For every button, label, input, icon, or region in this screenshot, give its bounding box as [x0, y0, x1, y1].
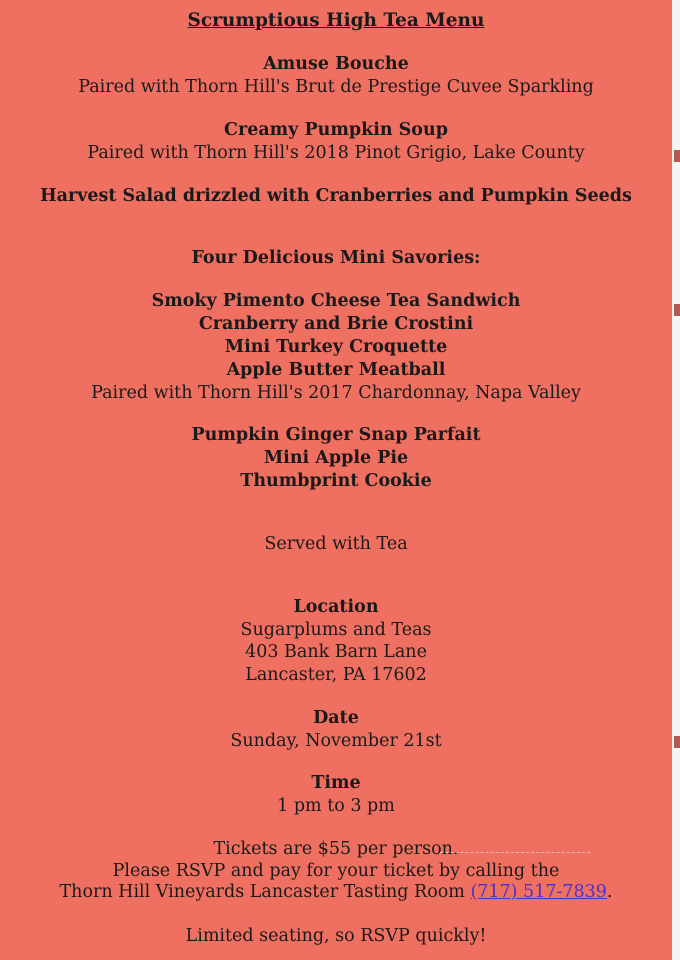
- edge-mark: [674, 736, 680, 748]
- location-line: Sugarplums and Teas: [240, 620, 432, 640]
- course-amuse-bouche: Amuse Bouche: [263, 54, 409, 74]
- savory-item: Mini Turkey Croquette: [224, 337, 448, 357]
- phone-link[interactable]: (717) 517-7839: [470, 882, 607, 902]
- savories-pairing: Paired with Thorn Hill's 2017 Chardonnay, Napa Valley: [91, 383, 581, 403]
- course-harvest-salad: Harvest Salad drizzled with Cranberries and Pumpkin Seeds: [40, 186, 632, 206]
- location-line: Lancaster, PA 17602: [245, 665, 427, 685]
- time-value: 1 pm to 3 pm: [277, 796, 395, 816]
- tickets-rsvp: Please RSVP and pay for your ticket by calling the: [112, 861, 560, 881]
- course-amuse-bouche-pairing: Paired with Thorn Hill's Brut de Prestige Cuvee Sparkling: [78, 77, 594, 97]
- savory-item: Smoky Pimento Cheese Tea Sandwich: [151, 291, 521, 311]
- dessert-item: Pumpkin Ginger Snap Parfait: [191, 425, 481, 445]
- menu-title: Scrumptious High Tea Menu: [187, 10, 485, 31]
- tasting-room-period: .: [606, 882, 613, 902]
- date-value: Sunday, November 21st: [230, 731, 442, 751]
- tickets-price: Tickets are $55 per person.: [213, 839, 459, 859]
- course-pumpkin-soup-pairing: Paired with Thorn Hill's 2018 Pinot Grigio, Lake County: [87, 143, 585, 163]
- watermark-line: [440, 852, 590, 853]
- edge-mark: [674, 150, 680, 162]
- savory-item: Cranberry and Brie Crostini: [198, 314, 474, 334]
- location-line: 403 Bank Barn Lane: [245, 642, 427, 662]
- time-heading: Time: [311, 773, 361, 793]
- location-heading: Location: [293, 597, 379, 617]
- savory-item: Apple Butter Meatball: [226, 360, 446, 380]
- served-with-tea: Served with Tea: [264, 534, 408, 554]
- dessert-item: Mini Apple Pie: [263, 448, 409, 468]
- savories-heading: Four Delicious Mini Savories:: [191, 248, 481, 268]
- tasting-room-text: Thorn Hill Vineyards Lancaster Tasting Room: [59, 882, 471, 902]
- edge-mark: [674, 304, 680, 316]
- dessert-item: Thumbprint Cookie: [240, 471, 432, 491]
- closing-note: Limited seating, so RSVP quickly!: [185, 926, 487, 946]
- course-pumpkin-soup: Creamy Pumpkin Soup: [224, 120, 448, 140]
- page-edge: [672, 0, 680, 960]
- tickets-tasting-room: [0, 881, 672, 903]
- date-heading: Date: [313, 708, 359, 728]
